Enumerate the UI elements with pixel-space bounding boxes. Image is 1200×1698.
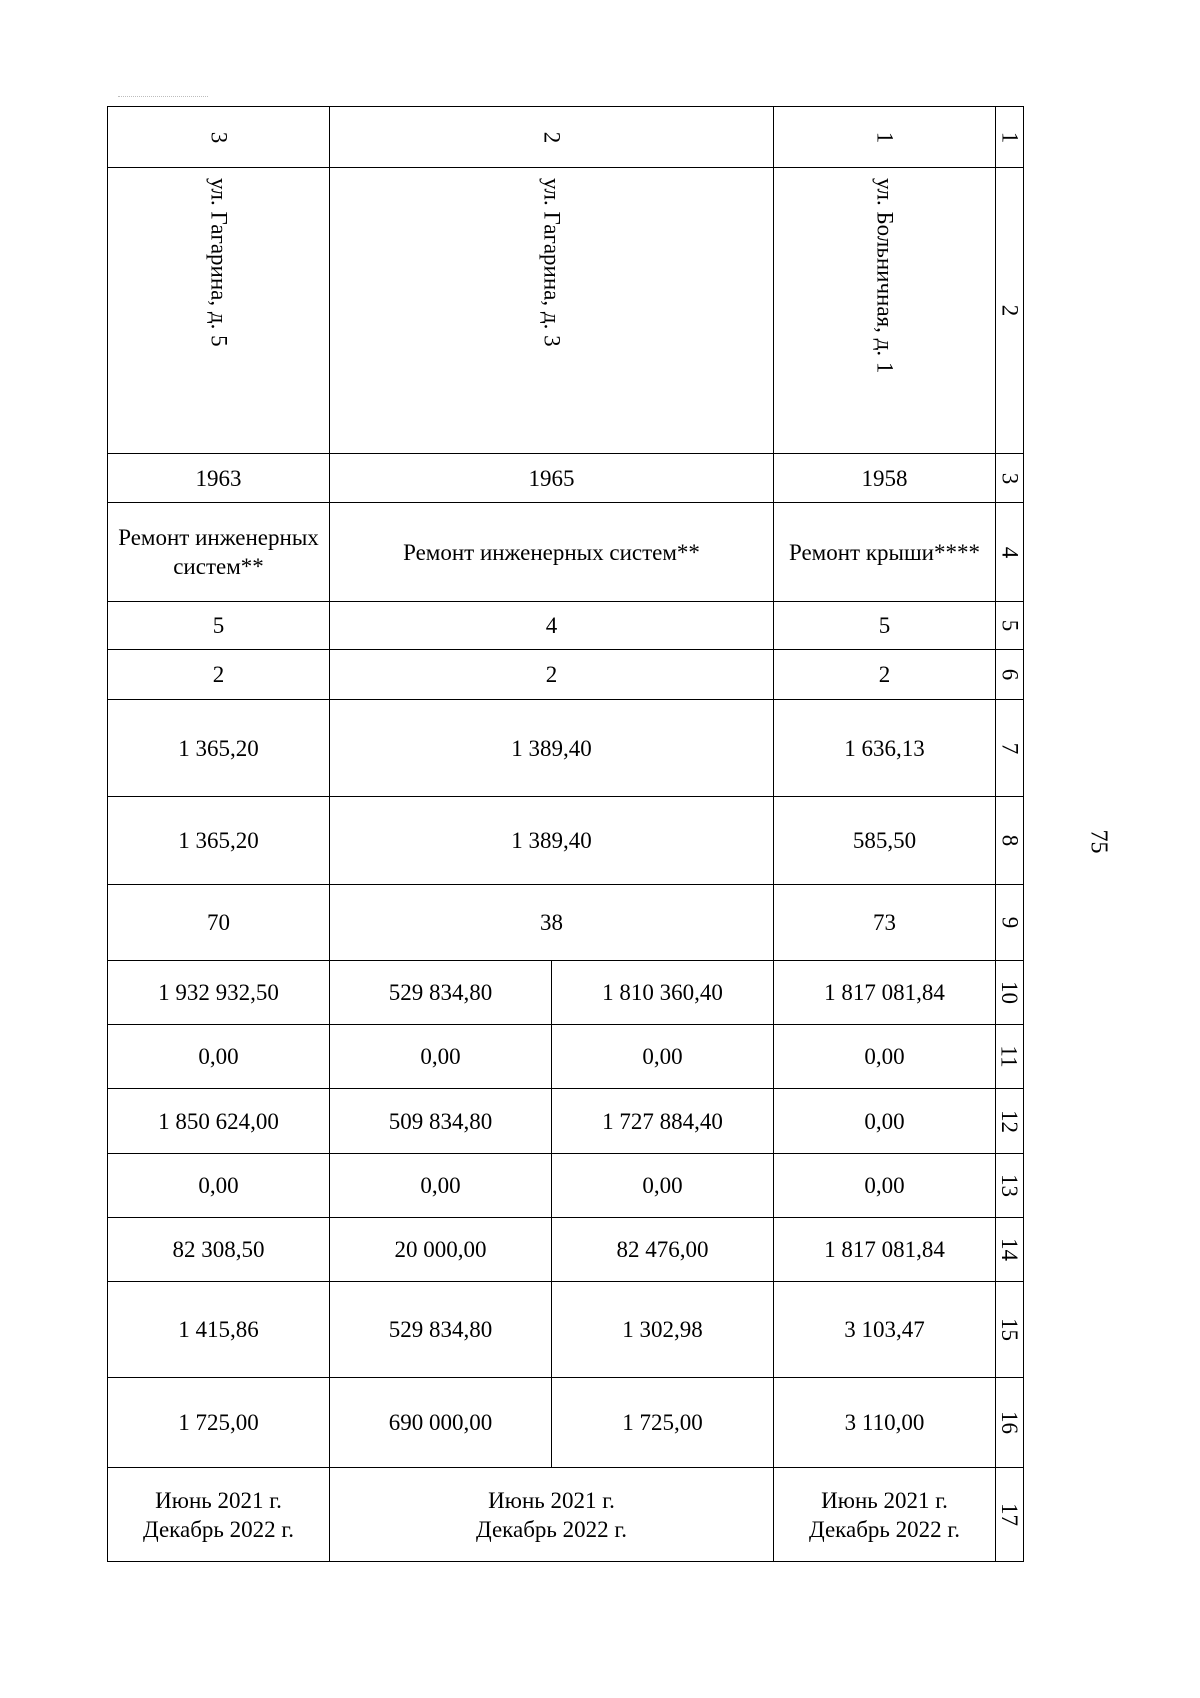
col-num: 3 xyxy=(108,107,330,168)
residents-cell: 73 xyxy=(774,885,996,961)
year-cell: 1965 xyxy=(330,454,774,503)
entrances-cell: 2 xyxy=(108,650,330,700)
table-row xyxy=(108,602,1024,650)
fund-b-cell: 1 727 884,40 xyxy=(552,1089,774,1154)
year-cell: 1958 xyxy=(774,454,996,503)
fund-c-cell: 0,00 xyxy=(774,1154,996,1218)
cost-total-cell: 1 932 932,50 xyxy=(108,961,330,1025)
fund-c-cell: 0,00 xyxy=(552,1154,774,1218)
repair-program-table xyxy=(107,106,1024,1562)
table-row xyxy=(108,1218,1024,1282)
row-number: 1 xyxy=(996,107,1024,168)
work-type-cell: Ремонт инженерных систем** xyxy=(330,503,774,602)
row-number: 16 xyxy=(996,1378,1024,1468)
area-total-cell: 1 636,13 xyxy=(774,700,996,797)
col-num: 2 xyxy=(330,107,774,168)
limit-cost-cell: 690 000,00 xyxy=(330,1378,552,1468)
fund-a-cell: 0,00 xyxy=(774,1025,996,1089)
row-number: 8 xyxy=(996,797,1024,885)
unit-cost-cell: 529 834,80 xyxy=(330,1282,552,1378)
area-repair-cell: 1 389,40 xyxy=(330,797,774,885)
floors-cell: 5 xyxy=(108,602,330,650)
area-repair-cell: 585,50 xyxy=(774,797,996,885)
row-number: 14 xyxy=(996,1218,1024,1282)
limit-cost-cell: 1 725,00 xyxy=(552,1378,774,1468)
table-row xyxy=(108,700,1024,797)
period-cell: Июнь 2021 г. Декабрь 2022 г. xyxy=(774,1468,996,1562)
period-cell: Июнь 2021 г. Декабрь 2022 г. xyxy=(330,1468,774,1562)
fund-b-cell: 1 850 624,00 xyxy=(108,1089,330,1154)
table-row xyxy=(108,650,1024,700)
table-row xyxy=(108,454,1024,503)
period-cell: Июнь 2021 г. Декабрь 2022 г. xyxy=(108,1468,330,1562)
table-row xyxy=(108,107,1024,168)
address-cell: ул. Гагарина, д. 3 xyxy=(330,168,774,454)
residents-cell: 70 xyxy=(108,885,330,961)
unit-cost-cell: 3 103,47 xyxy=(774,1282,996,1378)
row-number: 3 xyxy=(996,454,1024,503)
row-number: 11 xyxy=(996,1025,1024,1089)
row-number: 6 xyxy=(996,650,1024,700)
table-row xyxy=(108,1154,1024,1218)
limit-cost-cell: 3 110,00 xyxy=(774,1378,996,1468)
row-number: 5 xyxy=(996,602,1024,650)
fund-b-cell: 0,00 xyxy=(774,1089,996,1154)
limit-cost-cell: 1 725,00 xyxy=(108,1378,330,1468)
table-row xyxy=(108,503,1024,602)
fund-d-cell: 82 476,00 xyxy=(552,1218,774,1282)
work-type-cell: Ремонт крыши**** xyxy=(774,503,996,602)
floors-cell: 4 xyxy=(330,602,774,650)
fund-a-cell: 0,00 xyxy=(108,1025,330,1089)
cost-total-cell: 529 834,80 xyxy=(330,961,552,1025)
fund-c-cell: 0,00 xyxy=(330,1154,552,1218)
address-cell: ул. Гагарина, д. 5 xyxy=(108,168,330,454)
fund-a-cell: 0,00 xyxy=(330,1025,552,1089)
fund-d-cell: 82 308,50 xyxy=(108,1218,330,1282)
unit-cost-cell: 1 302,98 xyxy=(552,1282,774,1378)
unit-cost-cell: 1 415,86 xyxy=(108,1282,330,1378)
table-row xyxy=(108,885,1024,961)
row-number: 15 xyxy=(996,1282,1024,1378)
cost-total-cell: 1 817 081,84 xyxy=(774,961,996,1025)
cost-total-cell: 1 810 360,40 xyxy=(552,961,774,1025)
fund-b-cell: 509 834,80 xyxy=(330,1089,552,1154)
area-repair-cell: 1 365,20 xyxy=(108,797,330,885)
residents-cell: 38 xyxy=(330,885,774,961)
row-number: 7 xyxy=(996,700,1024,797)
row-number: 17 xyxy=(996,1468,1024,1562)
work-type-cell: Ремонт инженерных систем** xyxy=(108,503,330,602)
table-row xyxy=(108,168,1024,454)
table-row xyxy=(108,1089,1024,1154)
entrances-cell: 2 xyxy=(330,650,774,700)
fund-d-cell: 20 000,00 xyxy=(330,1218,552,1282)
table-row xyxy=(108,1282,1024,1378)
fund-a-cell: 0,00 xyxy=(552,1025,774,1089)
row-number: 10 xyxy=(996,961,1024,1025)
year-cell: 1963 xyxy=(108,454,330,503)
table-row xyxy=(108,1025,1024,1089)
fund-c-cell: 0,00 xyxy=(108,1154,330,1218)
area-total-cell: 1 389,40 xyxy=(330,700,774,797)
table-row xyxy=(108,797,1024,885)
row-number: 13 xyxy=(996,1154,1024,1218)
table-row xyxy=(108,961,1024,1025)
area-total-cell: 1 365,20 xyxy=(108,700,330,797)
row-number: 12 xyxy=(996,1089,1024,1154)
table-row xyxy=(108,1468,1024,1562)
row-number: 4 xyxy=(996,503,1024,602)
page-number: 75 xyxy=(1085,829,1112,854)
row-number: 2 xyxy=(996,168,1024,454)
fund-d-cell: 1 817 081,84 xyxy=(774,1218,996,1282)
col-num: 1 xyxy=(774,107,996,168)
entrances-cell: 2 xyxy=(774,650,996,700)
floors-cell: 5 xyxy=(774,602,996,650)
address-cell: ул. Больничная, д. 1 xyxy=(774,168,996,454)
row-number: 9 xyxy=(996,885,1024,961)
table-row xyxy=(108,1378,1024,1468)
scan-artifact xyxy=(118,96,208,101)
